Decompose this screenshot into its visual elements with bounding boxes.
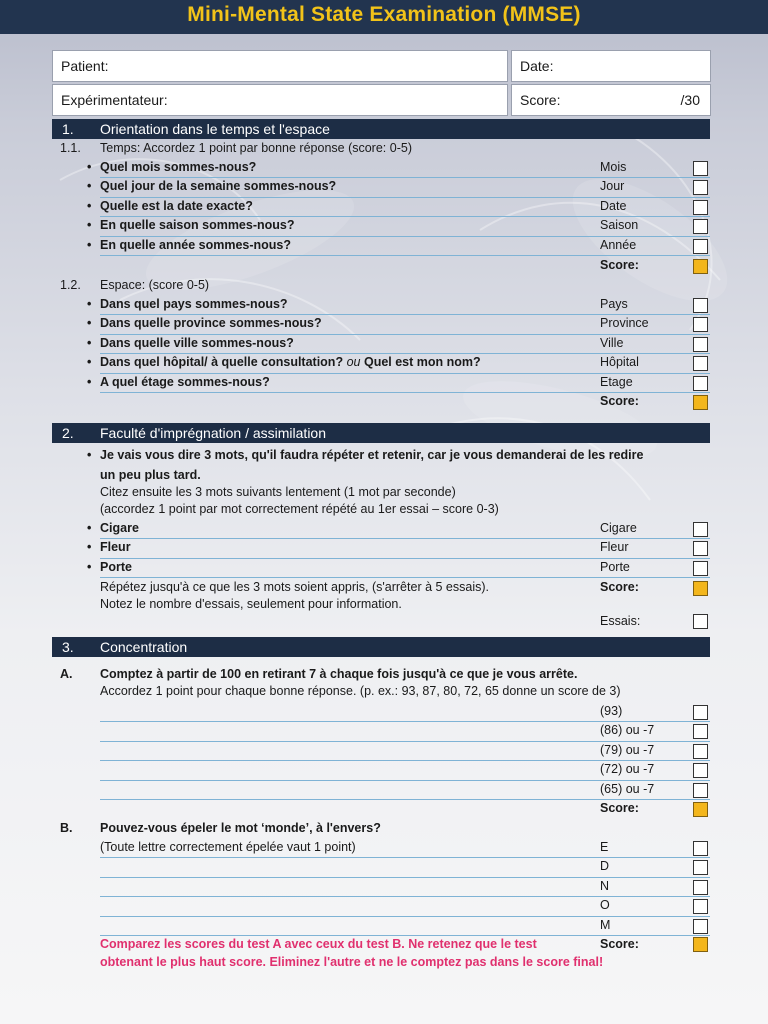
item-label: Hôpital: [600, 355, 639, 370]
answer-checkbox[interactable]: [693, 880, 708, 895]
question-text: • Quel jour de la semaine sommes-nous?: [100, 179, 336, 193]
rule-line: [100, 353, 710, 354]
patient-label: Patient:: [61, 58, 109, 74]
item-label: N: [600, 878, 610, 893]
rule-line: [100, 392, 710, 393]
answer-checkbox[interactable]: [693, 376, 708, 391]
answer-checkbox[interactable]: [693, 919, 708, 934]
question-text: Pouvez-vous épeler le mot ‘monde’, à l'envers?: [100, 821, 381, 835]
answer-checkbox[interactable]: [693, 705, 708, 720]
question-text: • Dans quel pays sommes-nous?: [100, 297, 288, 311]
answer-checkbox[interactable]: [693, 356, 708, 371]
date-label: Date:: [520, 58, 554, 74]
answer-checkbox[interactable]: [693, 724, 708, 739]
score-checkbox[interactable]: [693, 937, 708, 952]
rule-line: [100, 538, 710, 539]
answer-checkbox[interactable]: [693, 541, 708, 556]
score-checkbox[interactable]: [693, 802, 708, 817]
instruction-text: • Je vais vous dire 3 mots, qu'il faudra répéter et retenir, car je vous demanderai de les redire: [100, 448, 643, 462]
score-checkbox[interactable]: [693, 259, 708, 274]
instruction-text: (Toute lettre correctement épelée vaut 1 point): [100, 840, 356, 854]
answer-checkbox[interactable]: [693, 337, 708, 352]
section-title: Orientation dans le temps et l'espace: [100, 121, 330, 137]
answer-checkbox[interactable]: [693, 763, 708, 778]
question-text: • Fleur: [100, 540, 131, 554]
rule-line: [100, 799, 710, 800]
question-text: • A quel étage sommes-nous?: [100, 375, 270, 389]
total-score-label: Score:: [520, 92, 561, 108]
answer-checkbox[interactable]: [693, 860, 708, 875]
rule-line: [100, 236, 710, 237]
item-label: Jour: [600, 179, 625, 194]
score-checkbox[interactable]: [693, 581, 708, 596]
score-label: Score:: [600, 258, 639, 272]
item-label: D: [600, 859, 610, 874]
rule-line: [100, 197, 710, 198]
section-number: 1.: [62, 121, 74, 137]
instruction-text: (accordez 1 point par mot correctement répété au 1er essai – score 0-3): [100, 502, 499, 516]
or-word: ou: [346, 355, 361, 370]
question-text: • Dans quelle province sommes-nous?: [100, 316, 322, 330]
item-label: M: [600, 917, 611, 932]
rule-line: [100, 255, 710, 256]
section-number: 3.: [62, 639, 74, 655]
section-3-header: [52, 637, 710, 657]
answer-checkbox[interactable]: [693, 298, 708, 313]
answer-checkbox[interactable]: [693, 783, 708, 798]
answer-checkbox[interactable]: [693, 180, 708, 195]
subsection-title: Espace: (score 0-5): [100, 278, 210, 292]
page-title: Mini-Mental State Examination (MMSE): [187, 3, 581, 26]
score-checkbox[interactable]: [693, 395, 708, 410]
question-text: • Quelle est la date exacte?: [100, 199, 253, 213]
item-label: Etage: [600, 374, 633, 389]
question-text: • Quel mois sommes-nous?: [100, 160, 256, 174]
rule-line: [100, 857, 710, 858]
question-text: Comptez à partir de 100 en retirant 7 à chaque fois jusqu'à ce que je vous arrête.: [100, 667, 578, 681]
rule-line: [100, 935, 710, 936]
rule-line: [100, 314, 710, 315]
part-letter: A.: [60, 667, 73, 681]
answer-checkbox[interactable]: [693, 744, 708, 759]
rule-line: [100, 760, 710, 761]
question-text: • En quelle année sommes-nous?: [100, 238, 291, 252]
instruction-text: Accordez 1 point pour chaque bonne réponse. (p. ex.: 93, 87, 80, 72, 65 donne un score de 3): [100, 684, 621, 698]
item-label: O: [600, 898, 610, 913]
section-1-header: [52, 119, 710, 139]
date-field[interactable]: [511, 50, 711, 82]
score-label: Score:: [600, 580, 639, 594]
section-number: 2.: [62, 425, 74, 441]
item-label: Date: [600, 198, 627, 213]
trials-label: Essais:: [600, 614, 641, 628]
subsection-number: 1.1.: [60, 141, 81, 155]
answer-checkbox[interactable]: [693, 841, 708, 856]
rule-line: [100, 780, 710, 781]
subsection-title: Temps: Accordez 1 point par bonne réponse (score: 0-5): [100, 141, 412, 155]
item-label: (72) ou -7: [600, 762, 655, 777]
item-label: Mois: [600, 160, 627, 174]
question-text: • Dans quelle ville sommes-nous?: [100, 336, 294, 350]
score-label: Score:: [600, 801, 639, 815]
question-text: • En quelle saison sommes-nous?: [100, 218, 295, 232]
question-text: • Cigare: [100, 521, 139, 535]
section-2-header: [52, 423, 710, 443]
answer-checkbox[interactable]: [693, 522, 708, 537]
examiner-field[interactable]: [52, 84, 508, 116]
examiner-label: Expérimentateur:: [61, 92, 168, 108]
item-label: Fleur: [600, 540, 629, 555]
instruction-text: un peu plus tard.: [100, 468, 201, 482]
item-label: Porte: [600, 559, 630, 574]
warning-text: Comparez les scores du test A avec ceux du test B. Ne retenez que le test: [100, 937, 537, 951]
item-label: E: [600, 840, 609, 854]
item-label: Cigare: [600, 521, 637, 535]
rule-line: [100, 741, 710, 742]
instruction-text: Notez le nombre d'essais, seulement pour information.: [100, 597, 402, 611]
subsection-number: 1.2.: [60, 278, 81, 292]
patient-field[interactable]: [52, 50, 508, 82]
item-label: Ville: [600, 335, 624, 350]
item-label: (79) ou -7: [600, 742, 655, 757]
answer-checkbox[interactable]: [693, 317, 708, 332]
item-label: (86) ou -7: [600, 723, 655, 738]
answer-checkbox[interactable]: [693, 161, 708, 176]
question-tail: Quel est mon nom?: [363, 355, 481, 370]
answer-checkbox[interactable]: [693, 899, 708, 914]
answer-checkbox[interactable]: [693, 200, 708, 215]
item-label: Pays: [600, 297, 628, 311]
item-label: (65) ou -7: [600, 781, 655, 796]
rule-line: [100, 216, 710, 217]
item-label: Année: [600, 237, 637, 252]
trials-checkbox[interactable]: [693, 614, 708, 629]
total-score-field[interactable]: [511, 84, 711, 116]
instruction-text: Répétez jusqu'à ce que les 3 mots soient appris, (s'arrêter à 5 essais).: [100, 580, 489, 594]
rule-line: [100, 896, 710, 897]
rule-line: [100, 916, 710, 917]
score-label: Score:: [600, 394, 639, 408]
score-label: Score:: [600, 937, 639, 951]
section-title: Concentration: [100, 639, 188, 655]
rule-line: [100, 373, 710, 374]
rule-line: [100, 558, 710, 559]
section-title: Faculté d'imprégnation / assimilation: [100, 425, 327, 441]
question-text: • Porte: [100, 560, 132, 574]
item-label: (93): [600, 704, 623, 718]
rule-line: [100, 177, 710, 178]
answer-checkbox[interactable]: [693, 239, 708, 254]
part-letter: B.: [60, 821, 73, 835]
rule-line: [100, 877, 710, 878]
item-label: Province: [600, 316, 649, 331]
question-text: • Dans quel hôpital/ à quelle consultation? ou Quel est mon nom?: [100, 355, 481, 369]
rule-line: [100, 334, 710, 335]
rule-line: [100, 577, 710, 578]
answer-checkbox[interactable]: [693, 561, 708, 576]
instruction-text: Citez ensuite les 3 mots suivants lentement (1 mot par seconde): [100, 485, 456, 499]
warning-text: obtenant le plus haut score. Eliminez l'autre et ne le comptez pas dans le score final!: [100, 955, 604, 969]
answer-checkbox[interactable]: [693, 219, 708, 234]
rule-line: [100, 721, 710, 722]
item-label: Saison: [600, 218, 639, 233]
total-score-max: /30: [680, 92, 700, 108]
